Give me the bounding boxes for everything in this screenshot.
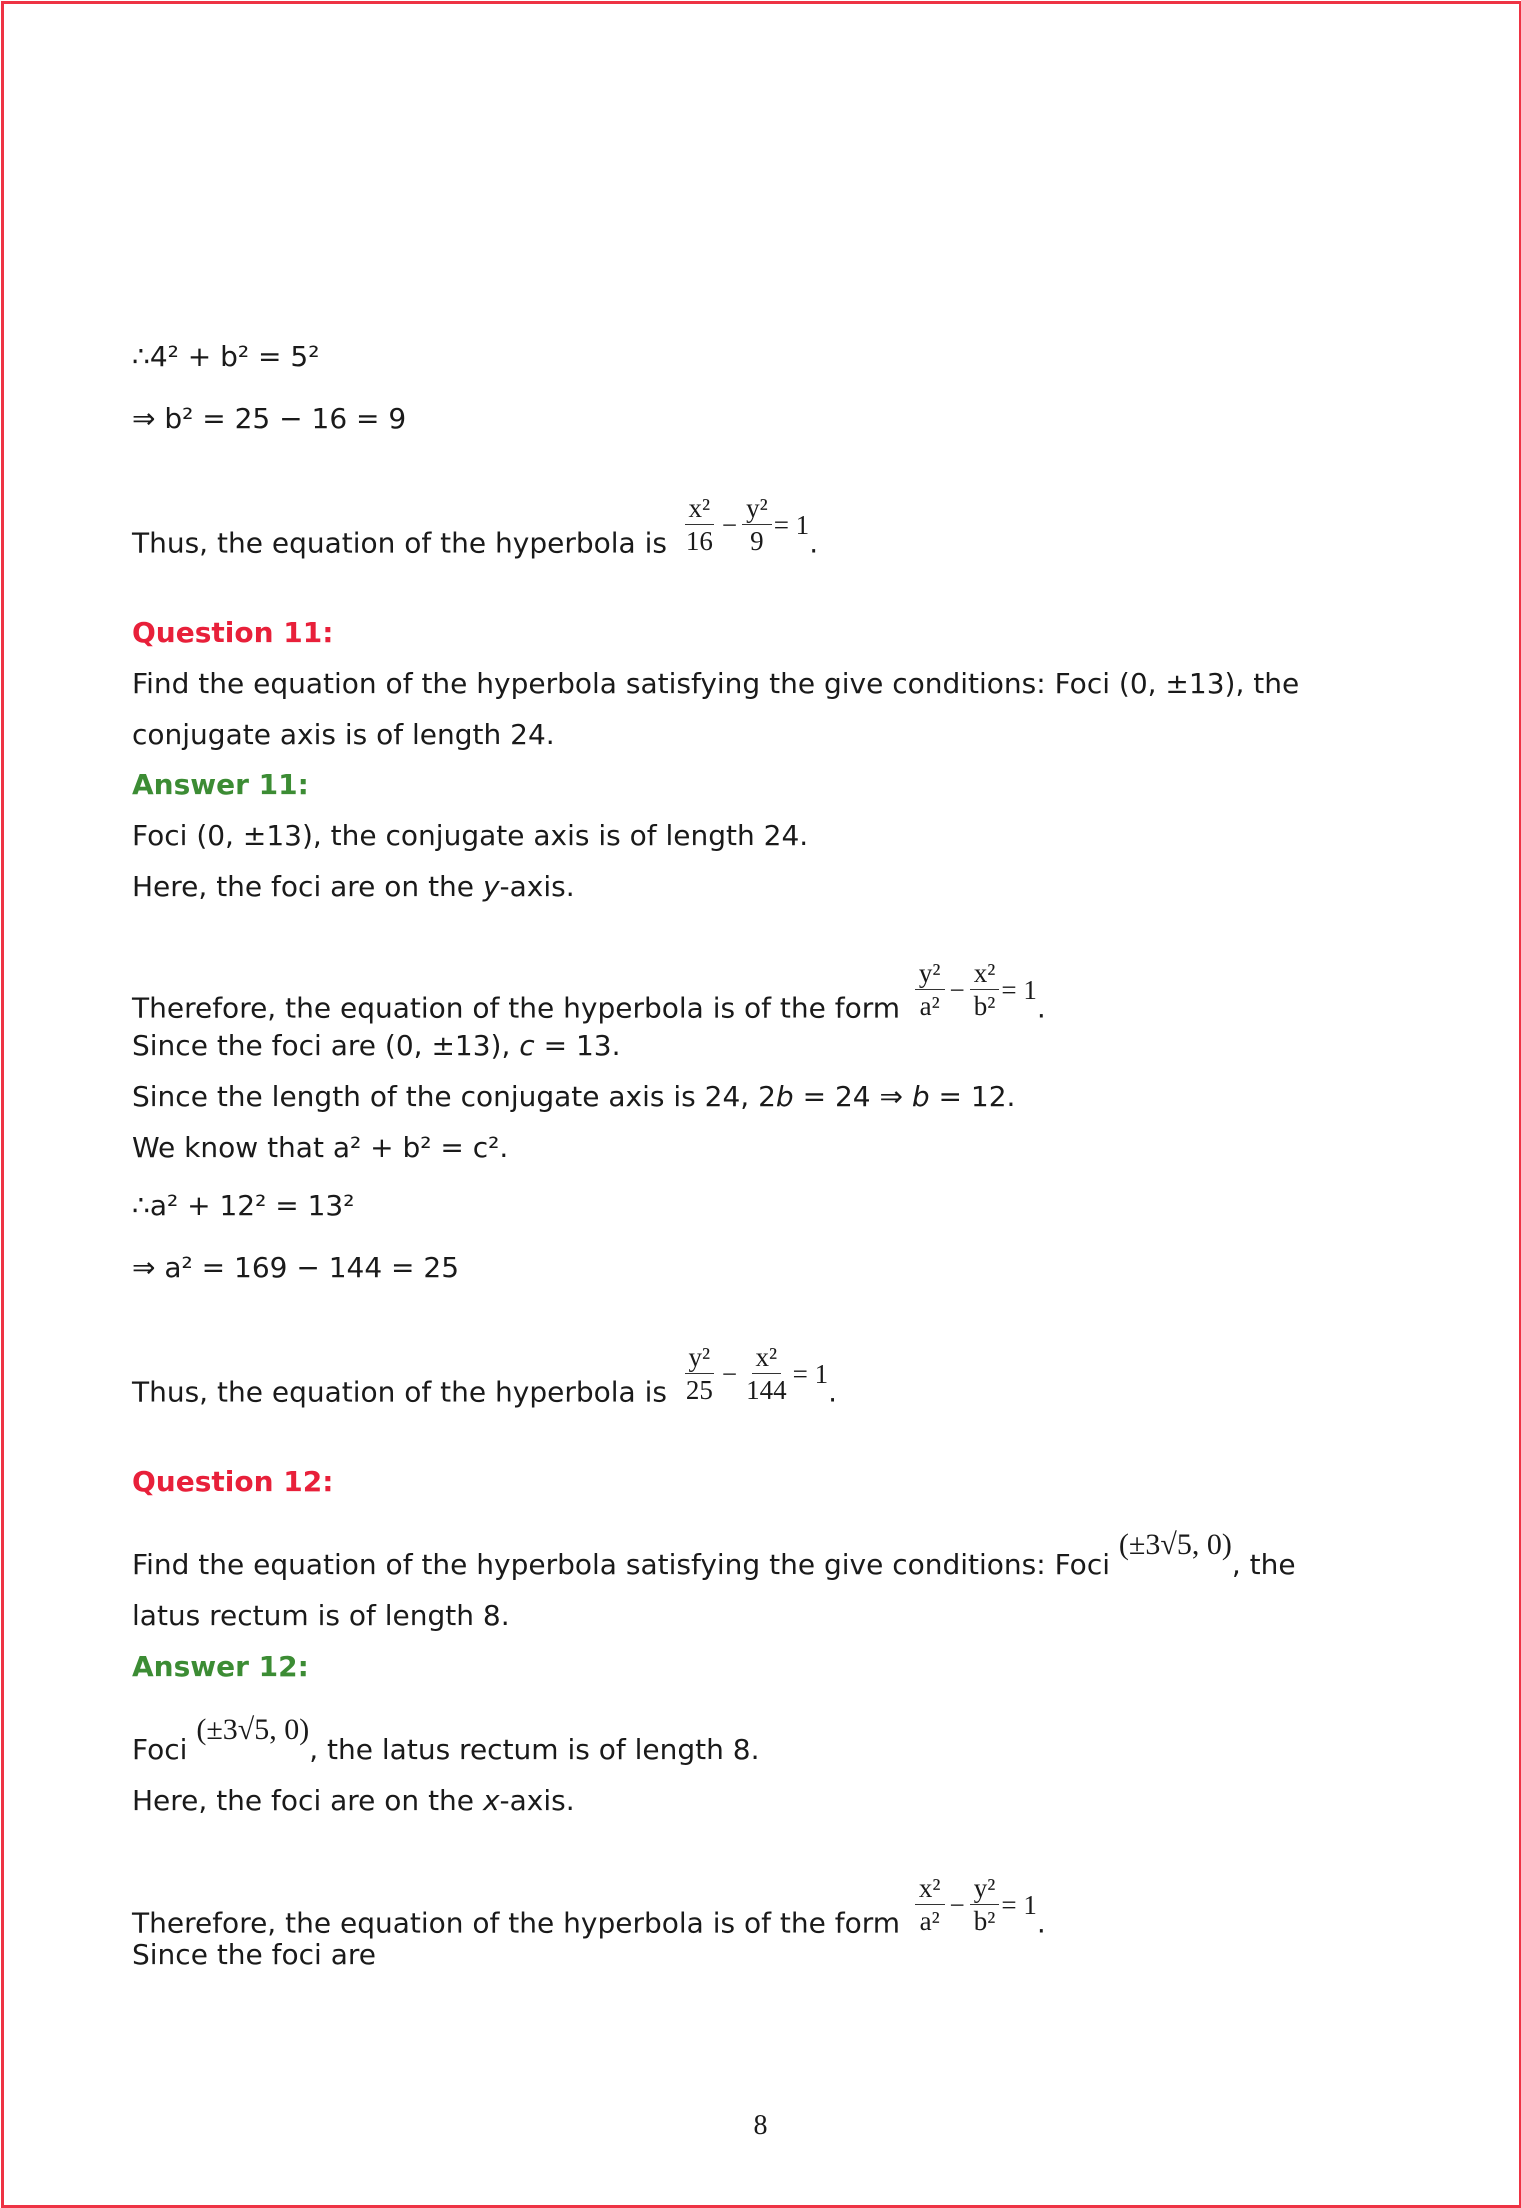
text-line: We know that a² + b² = c². [132, 1131, 509, 1164]
text-line: ⇒ b² = 25 − 16 = 9 [132, 402, 407, 435]
formula-hyperbola-form-y: $\frac{\text{y²}}{\text{a²}}$ − $\frac{\text{x²}}{\text{b²}}$ = 1 [913, 958, 1037, 1021]
formula-hyperbola-1: $\frac{\text{x²}}{16}$ − $\frac{\text{y²}}{9}$ = 1 [685, 493, 810, 556]
formula-hyperbola-form-x: $\frac{\text{x²}}{\text{a²}}$ − $\frac{\text{y²}}{\text{b²}}$ = 1 [913, 1873, 1037, 1936]
answer-12-heading: Answer 12: [132, 1650, 309, 1683]
question-12-heading: Question 12: [132, 1465, 334, 1498]
formula-hyperbola-2: $\frac{\text{y²}}{25}$ − $\frac{\text{x²}}{144}$ = 1 [685, 1342, 829, 1405]
text-line: Find the equation of the hyperbola satisfying the give conditions: Foci (0, ±13), the [132, 667, 1300, 700]
formula-foci: (±3√5, 0) [1118, 1528, 1232, 1561]
text-line: latus rectum is of length 8. [132, 1599, 510, 1632]
text-line: Therefore, the equation of the hyperbola is of the form $\frac{\text{x²}}{\text{a²}}$ − $\frac{\text{y²}}{\text{b²}}$ = 1 . [132, 1873, 1046, 1940]
text-line: Thus, the equation of the hyperbola is $\frac{\text{y²}}{25}$ − $\frac{\text{x²}}{144}$ = 1 . [132, 1342, 837, 1409]
text-line: Here, the foci are on the x-axis. [132, 1784, 575, 1817]
text-line: Foci (0, ±13), the conjugate axis is of length 24. [132, 819, 809, 852]
text-line: Find the equation of the hyperbola satisfying the give conditions: Foci (±3√5, 0), the [132, 1528, 1296, 1581]
text-line: Thus, the equation of the hyperbola is $\frac{\text{x²}}{16}$ − $\frac{\text{y²}}{9}$ = 1 . [132, 493, 819, 560]
text-line: Therefore, the equation of the hyperbola is of the form $\frac{\text{y²}}{\text{a²}}$ − $\frac{\text{x²}}{\text{b²}}$ = 1 . [132, 958, 1046, 1025]
formula-foci: (±3√5, 0) [196, 1713, 310, 1746]
text-line: Since the length of the conjugate axis is 24, 2b = 24 ⇒ b = 12. [132, 1080, 1016, 1113]
text-line: ⇒ a² = 169 − 144 = 25 [132, 1251, 460, 1284]
answer-11-heading: Answer 11: [132, 768, 309, 801]
question-11-heading: Question 11: [132, 616, 334, 649]
page-number: 8 [753, 2110, 768, 2141]
text-line: ∴a² + 12² = 13² [132, 1189, 355, 1222]
text-line: conjugate axis is of length 24. [132, 718, 555, 751]
text-line: Foci (±3√5, 0), the latus rectum is of length 8. [132, 1713, 760, 1766]
text-line: Since the foci are (0, ±13), c = 13. [132, 1029, 621, 1062]
text-line: Since the foci are [132, 1938, 377, 1971]
text-line: ∴4² + b² = 5² [132, 340, 320, 373]
text-line: Here, the foci are on the y-axis. [132, 870, 575, 903]
